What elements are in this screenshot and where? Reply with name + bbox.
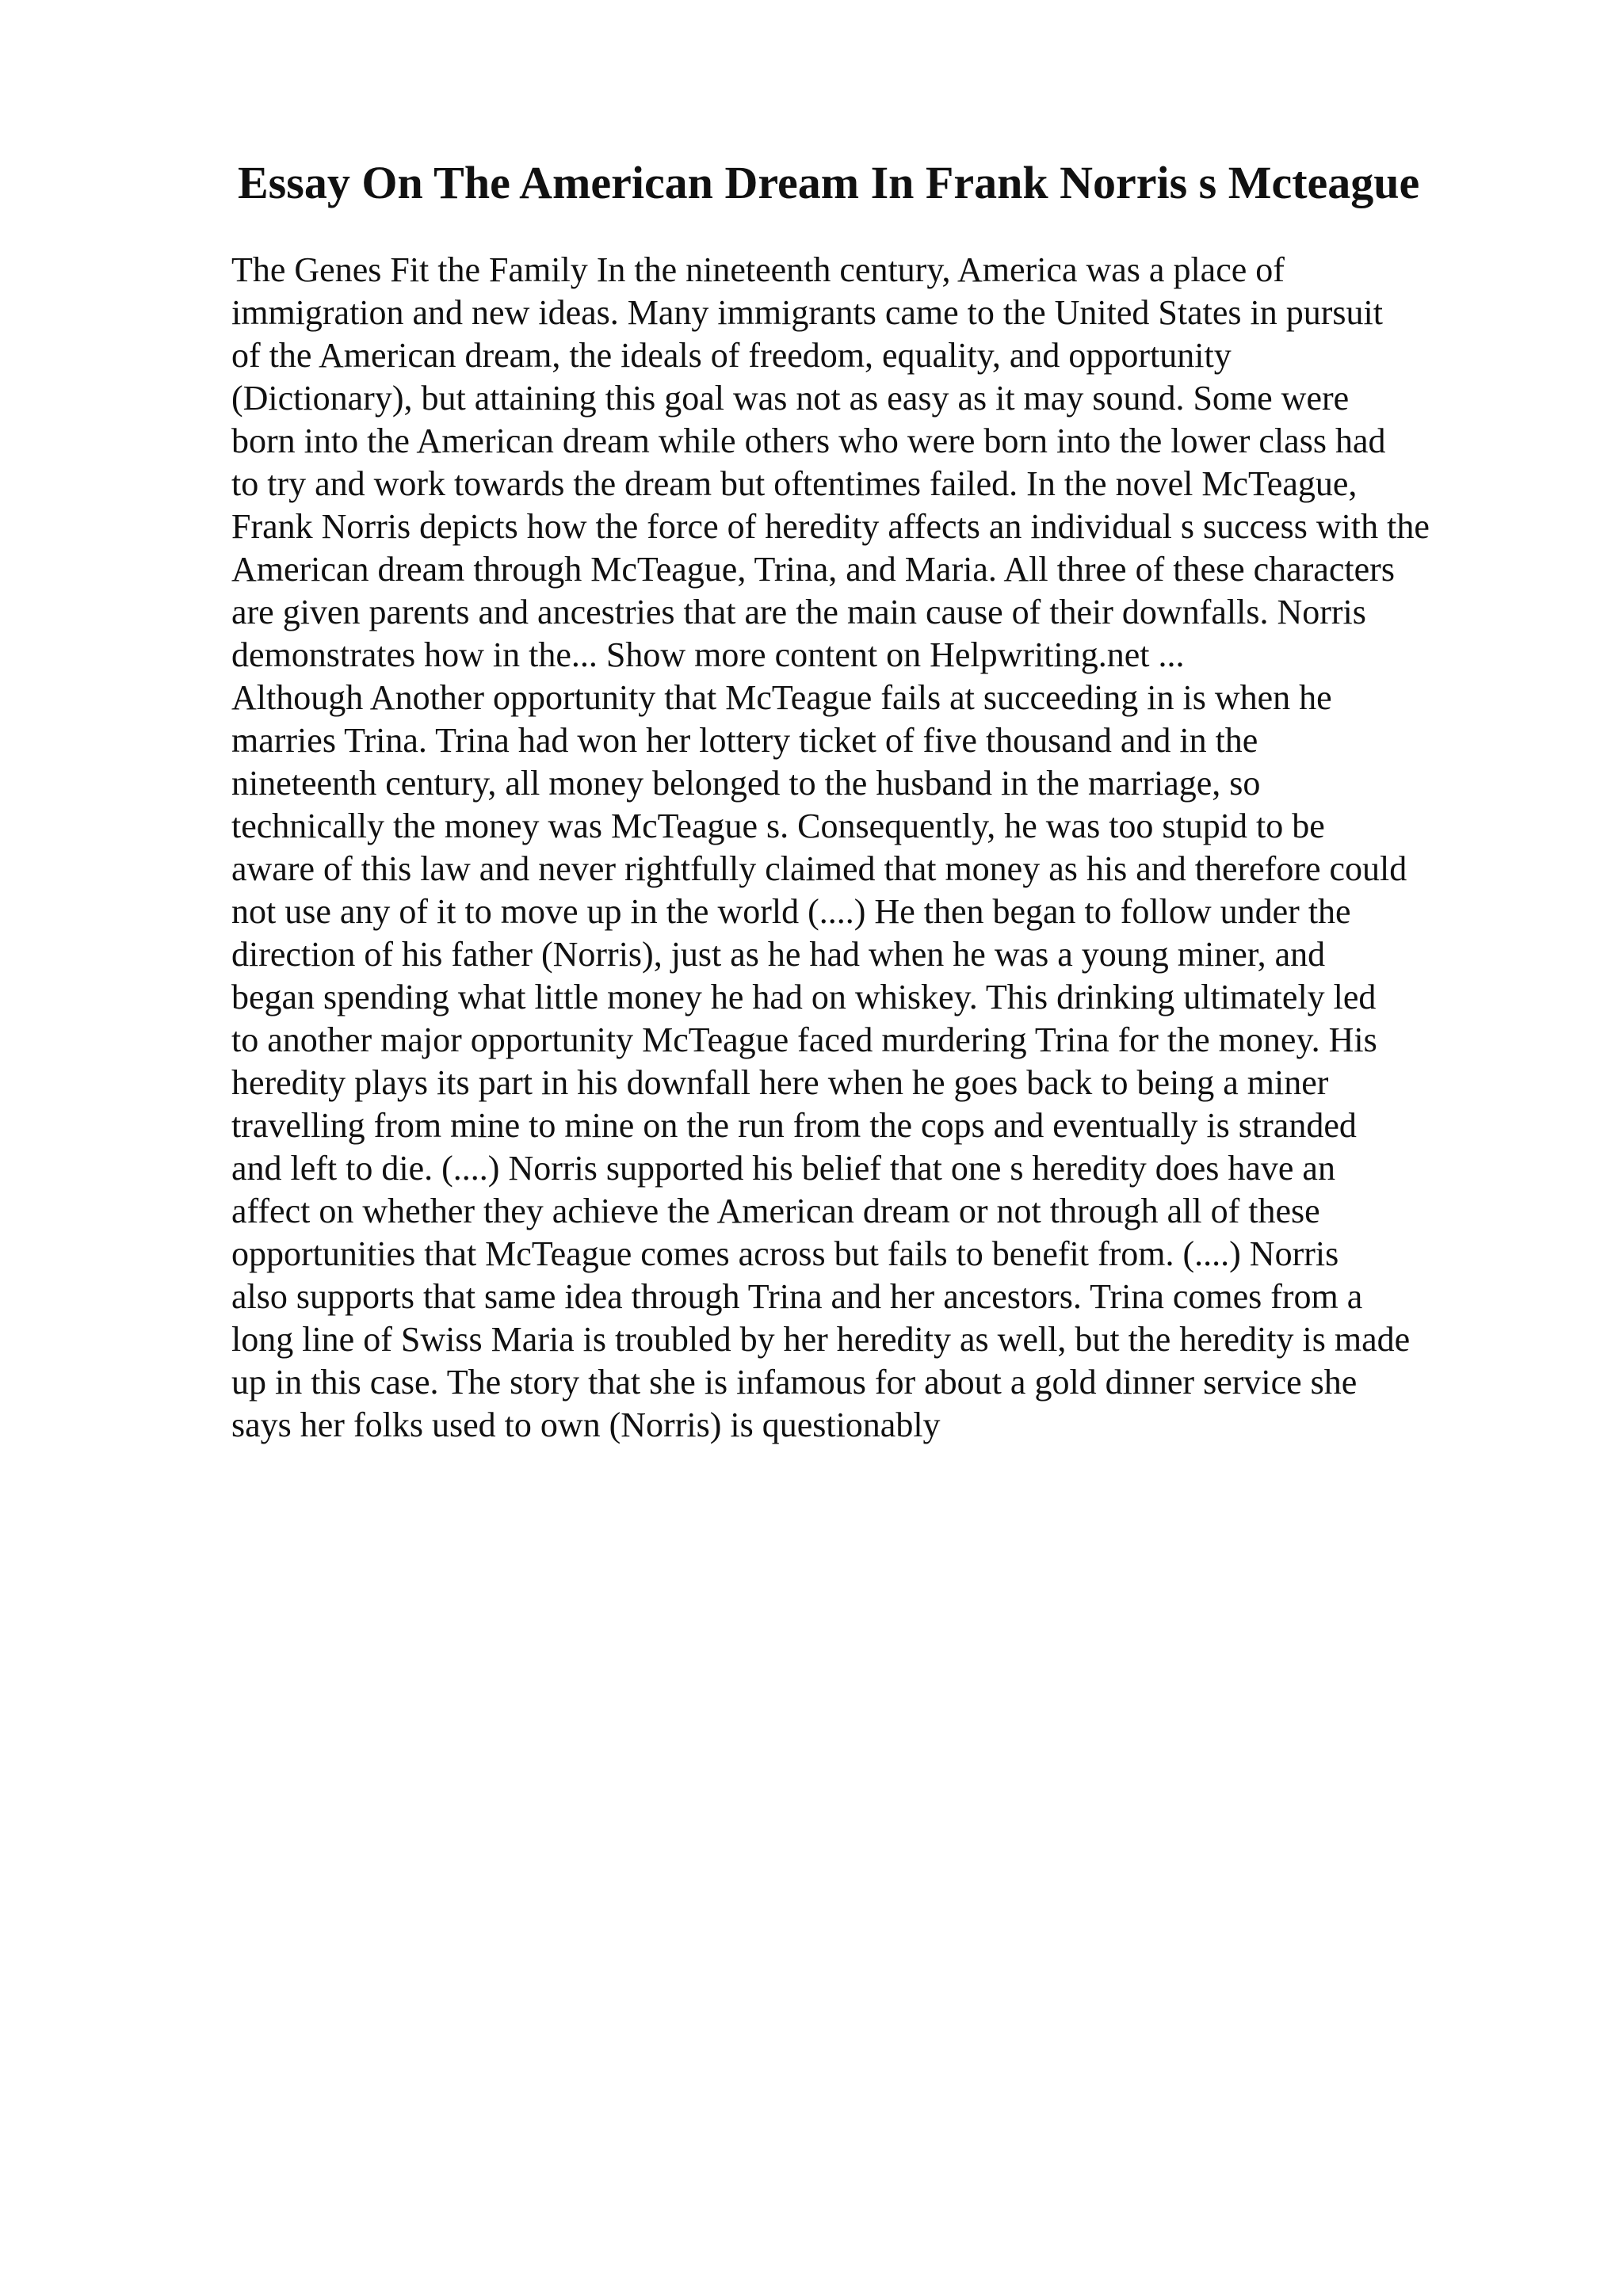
text-line: marries Trina. Trina had won her lottery ticket of five thousand and in the — [231, 721, 1258, 760]
text-line: technically the money was McTeague s. Consequently, he was too stupid to be — [231, 807, 1325, 845]
text-line: aware of this law and never rightfully claimed that money as his and therefore could — [231, 849, 1407, 888]
text-line: immigration and new ideas. Many immigrants came to the United States in pursuit — [231, 293, 1383, 332]
text-line: are given parents and ancestries that are the main cause of their downfalls. Norris — [231, 593, 1366, 631]
text-line: and left to die. (....) Norris supported his belief that one s heredity does have an — [231, 1149, 1335, 1188]
text-line: up in this case. The story that she is infamous for about a gold dinner service she — [231, 1363, 1358, 1402]
text-line: heredity plays its part in his downfall here when he goes back to being a miner — [231, 1063, 1329, 1102]
text-line: of the American dream, the ideals of freedom, equality, and opportunity — [231, 336, 1232, 375]
text-line: nineteenth century, all money belonged to the husband in the marriage, so — [231, 764, 1261, 803]
text-line: not use any of it to move up in the world (....) He then began to follow under the — [231, 892, 1351, 931]
text-line: direction of his father (Norris), just as he had when he was a young miner, and — [231, 935, 1326, 974]
text-line: The Genes Fit the Family In the nineteenth century, America was a place of — [231, 250, 1285, 289]
text-line: also supports that same idea through Trina and her ancestors. Trina comes from a — [231, 1277, 1363, 1316]
text-line: to try and work towards the dream but oftentimes failed. In the novel McTeague, — [231, 464, 1358, 503]
text-line: to another major opportunity McTeague faced murdering Trina for the money. His — [231, 1020, 1377, 1059]
text-line: American dream through McTeague, Trina, and Maria. All three of these characters — [231, 550, 1395, 589]
text-line: Frank Norris depicts how the force of heredity affects an individual s success with the — [231, 507, 1430, 546]
text-line: travelling from mine to mine on the run from the cops and eventually is stranded — [231, 1106, 1357, 1145]
document-title: Essay On The American Dream In Frank Norris s Mcteague — [238, 157, 1420, 208]
text-line: says her folks used to own (Norris) is questionably — [231, 1405, 941, 1444]
text-line: long line of Swiss Maria is troubled by her heredity as well, but the heredity is made — [231, 1320, 1411, 1359]
essay-body — [231, 249, 1579, 1447]
text-line: affect on whether they achieve the American dream or not through all of these — [231, 1192, 1320, 1230]
text-line: began spending what little money he had on whiskey. This drinking ultimately led — [231, 978, 1377, 1016]
text-line: opportunities that McTeague comes across but fails to benefit from. (....) Norris — [231, 1234, 1339, 1273]
text-line: demonstrates how in the... Show more content on Helpwriting.net ... — [231, 635, 1185, 674]
text-line: (Dictionary), but attaining this goal was not as easy as it may sound. Some were — [231, 379, 1350, 418]
text-line: Although Another opportunity that McTeague fails at succeeding in is when he — [231, 678, 1332, 717]
text-line: born into the American dream while others who were born into the lower class had — [231, 421, 1386, 460]
